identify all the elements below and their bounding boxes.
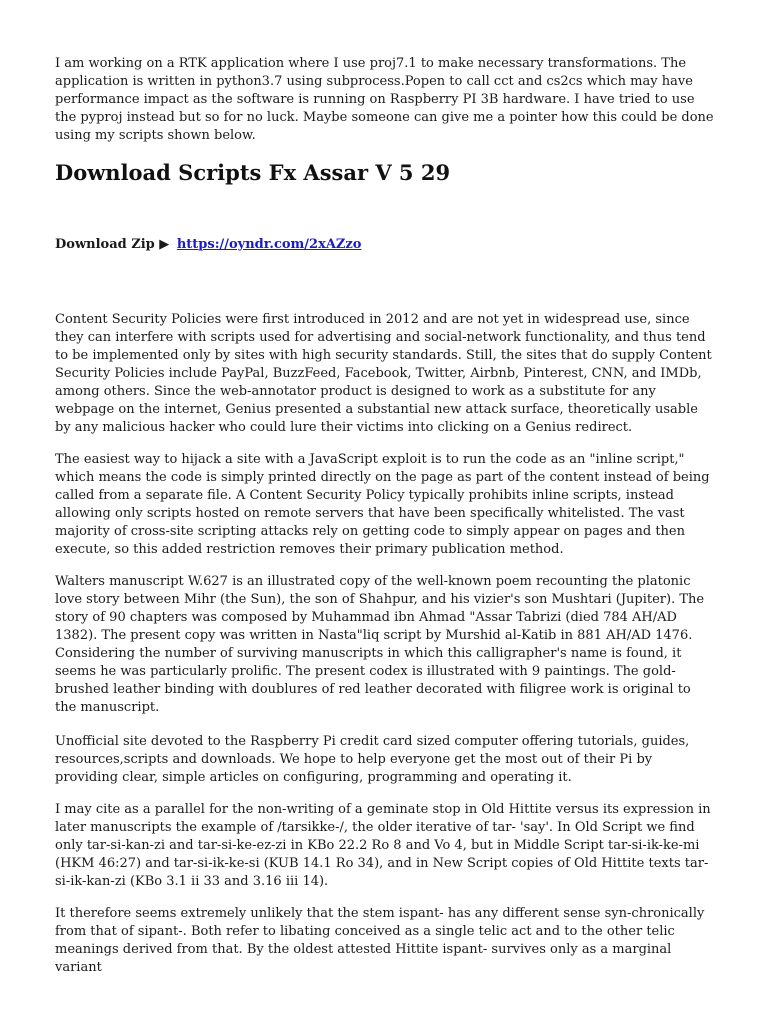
download-line: [55, 236, 715, 254]
paragraph-hittite-geminate: I may cite as a parallel for the non-writing of a geminate stop in Old Hittite versus its expression in later manuscripts the example of /tarsikke-/, the older iterative of tar- 'say'. In Old Script we find only tar-si-kan-zi and tar-si-ke-ez-zi in KBo 22.2 Ro 8 and Vo 4, but in Middle Script tar-si-ik-ke-mi (HKM 46:27) and tar-si-ik-ke-si (KUB 14.1 Ro 34), and in New Script copies of Old Hittite texts tar-si-ik-kan-zi (KBo 3.1 ii 33 and 3.16 iii 14).: [55, 802, 711, 889]
paragraph-inline-script: The easiest way to hijack a site with a JavaScript exploit is to run the code as an "inline script," which means the code is simply printed directly on the page as part of the content instead of being called from a separate file. A Content Security Policy typically prohibits inline scripts, instead allowing only scripts hosted on remote servers that have been specifically whitelisted. The vast majority of cross-site scripting attacks rely on getting code to simply appear on pages and then execute, so this added restriction removes their primary publication method.: [55, 452, 710, 557]
download-label: Download Zip: [55, 237, 155, 252]
document-page: [55, 55, 715, 991]
paragraph-raspberry-pi: Unofficial site devoted to the Raspberry Pi credit card sized computer offering tutorials, guides, resources,scripts and downloads. We hope to help everyone get the most out of their Pi by providing clear, simple articles on configuring, programming and operating it.: [55, 734, 690, 785]
paragraph-hittite-ispant: It therefore seems extremely unlikely that the stem ispant- has any different sense syn-chronically from that of sipant-. Both refer to libating conceived as a single telic act and to the other telic meanings derived from that. By the oldest attested Hittite ispant- survives only as a marginal variant: [55, 906, 705, 975]
paragraph-content-security: Content Security Policies were first introduced in 2012 and are not yet in widespread use, since they can interfere with scripts used for advertising and social-network functionality, and thus tend to be implemented only by sites with high security standards. Still, the sites that do supply Content Security Policies include PayPal, BuzzFeed, Facebook, Twitter, Airbnb, Pinterest, CNN, and IMDb, among others. Since the web-annotator product is designed to work as a substitute for any webpage on the internet, Genius presented a substantial new attack surface, theoretically usable by any malicious hacker who could lure their victims into clicking on a Genius redirect.: [55, 312, 712, 435]
page-title: Download Scripts Fx Assar V 5 29: [55, 160, 451, 185]
intro-paragraph: I am working on a RTK application where I use proj7.1 to make necessary transformations. The application is written in python3.7 using subprocess.Popen to call cct and cs2cs which may have performance impact as the software is running on Raspberry PI 3B hardware. I have tried to use the pyproj instead but so for no luck. Maybe someone can give me a pointer how this could be done using my scripts shown below.: [55, 56, 714, 143]
arrow-icon: ▶: [159, 237, 170, 252]
paragraph-walters-manuscript: Walters manuscript W.627 is an illustrated copy of the well-known poem recounting the platonic love story between Mihr (the Sun), the son of Shahpur, and his vizier's son Mushtari (Jupiter). The story of 90 chapters was composed by Muhammad ibn Ahmad "Assar Tabrizi (died 784 AH/AD 1382). The present copy was written in Nasta"liq script by Murshid al-Katib in 881 AH/AD 1476. Considering the number of surviving manuscripts in which this calligrapher's name is found, it seems he was particularly prolific. The present codex is illustrated with 9 paintings. The gold-brushed leather binding with doublures of red leather decorated with filigree work is original to the manuscript.: [55, 574, 705, 715]
download-link[interactable]: https://oyndr.com/2xAZzo: [176, 237, 362, 252]
